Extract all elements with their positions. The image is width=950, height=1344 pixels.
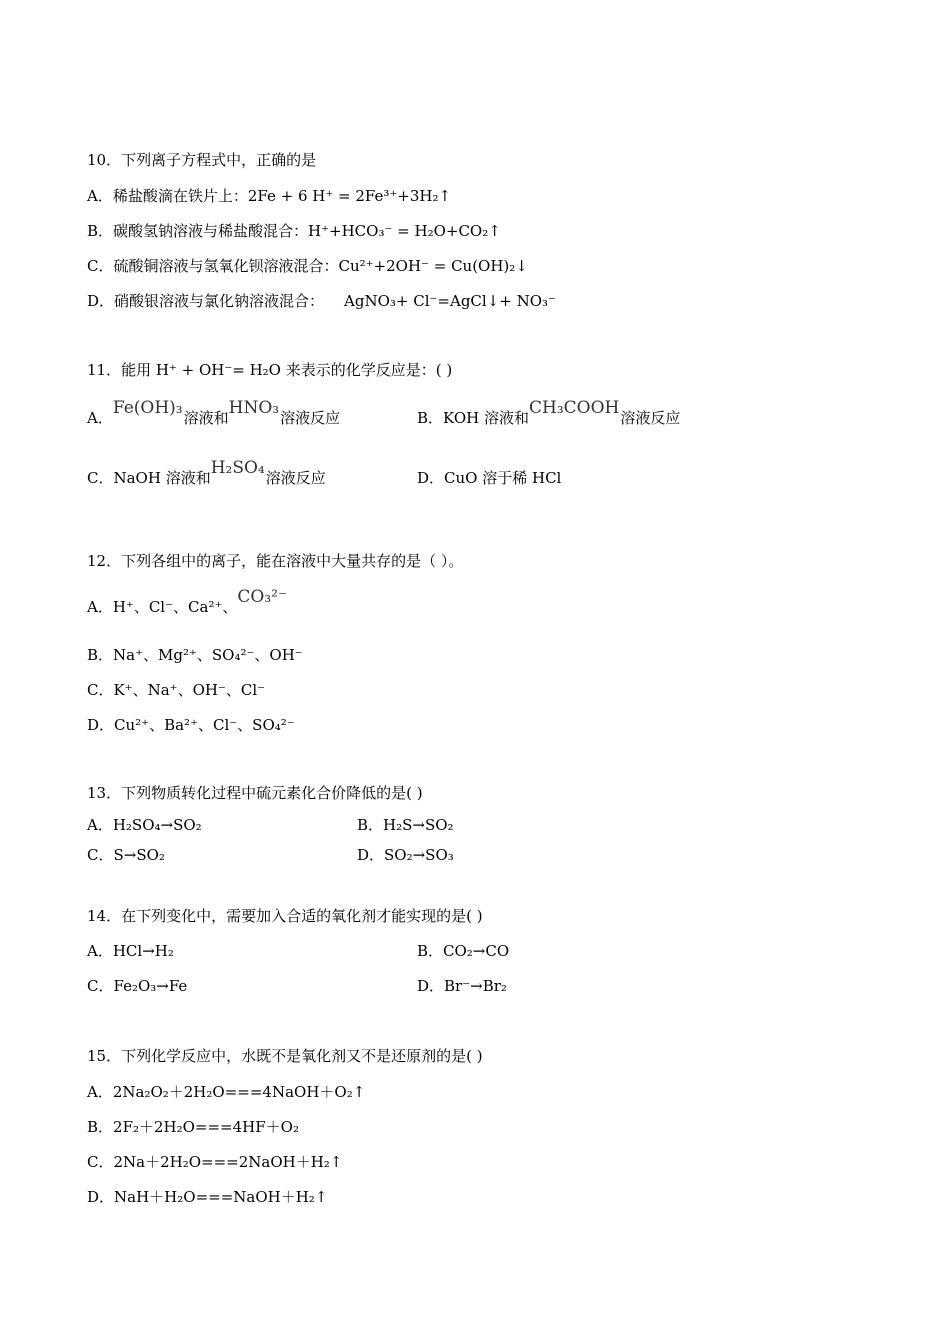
q11-option-c — [87, 458, 326, 488]
q13-option-b: B．H₂S→SO₂ — [357, 816, 454, 834]
q15-option-b: B．2F₂＋2H₂O===4HF＋O₂ — [87, 1118, 299, 1136]
q11-option-a-formula2: HNO₃ — [228, 398, 280, 418]
q14-option-d: D．Br⁻→Br₂ — [417, 977, 507, 995]
q11-stem: 11．能用 H⁺ + OH⁻= H₂O 来表示的化学反应是：( ) — [87, 361, 453, 379]
q13-option-a: A．H₂SO₄→SO₂ — [87, 816, 202, 834]
q11-option-a — [87, 398, 341, 428]
q11-option-b-formula: CH₃COOH — [528, 398, 620, 418]
q14-option-b: B．CO₂→CO — [417, 942, 510, 960]
q11-option-b-label: B．KOH 溶液和 — [417, 409, 529, 427]
q12-option-a-formula: CO₃²⁻ — [237, 587, 287, 607]
q15-stem: 15．下列化学反应中，水既不是氧化剂又不是还原剂的是( ) — [87, 1047, 483, 1065]
q10-option-b-equation: H⁺+HCO₃⁻ = H₂O+CO₂↑ — [308, 222, 501, 240]
q10-option-a — [87, 186, 451, 206]
q11-option-a-label: A． — [87, 409, 113, 427]
q13-option-d: D．SO₂→SO₃ — [357, 846, 454, 864]
q10-option-c-text: C．硫酸铜溶液与氢氧化钡溶液混合： — [87, 257, 339, 275]
q11-option-a-text: 溶液和 — [183, 409, 229, 427]
q10-option-c — [87, 256, 528, 276]
q10-option-a-equation: 2Fe + 6 H⁺ = 2Fe³⁺+3H₂↑ — [247, 187, 452, 205]
q11-option-c-formula: H₂SO₄ — [210, 458, 265, 478]
q10-option-d-equation: AgNO₃+ Cl⁻=AgCl↓+ NO₃⁻ — [344, 292, 556, 310]
q10-option-b — [87, 221, 501, 241]
q12-option-d: D．Cu²⁺、Ba²⁺、Cl⁻、SO₄²⁻ — [87, 716, 295, 734]
q12-stem: 12．下列各组中的离子，能在溶液中大量共存的是（ ）。 — [87, 552, 464, 570]
q13-option-c: C．S→SO₂ — [87, 846, 165, 864]
q14-stem: 14．在下列变化中，需要加入合适的氧化剂才能实现的是( ) — [87, 907, 483, 925]
q12-option-a-text: A．H⁺、Cl⁻、Ca²⁺、 — [87, 598, 238, 616]
q10-option-b-text: B．碳酸氢钠溶液与稀盐酸混合： — [87, 222, 309, 240]
q12-option-b: B．Na⁺、Mg²⁺、SO₄²⁻、OH⁻ — [87, 646, 303, 664]
q11-option-c-text: 溶液反应 — [265, 469, 326, 487]
q11-option-b-text: 溶液反应 — [620, 409, 681, 427]
q10-option-c-equation: Cu²⁺+2OH⁻ = Cu(OH)₂↓ — [338, 257, 528, 275]
q11-option-b — [417, 398, 681, 428]
q11-option-a-text2: 溶液反应 — [280, 409, 341, 427]
q15-option-c: C．2Na＋2H₂O===2NaOH＋H₂↑ — [87, 1153, 343, 1171]
q10-stem: 10．下列离子方程式中，正确的是 — [87, 151, 317, 169]
q10-option-d-text: D．硝酸银溶液与氯化钠溶液混合： — [87, 292, 325, 310]
q13-stem: 13．下列物质转化过程中硫元素化合价降低的是( ) — [87, 784, 423, 802]
q14-option-a: A．HCl→H₂ — [87, 942, 174, 960]
q11-option-d: D．CuO 溶于稀 HCl — [417, 469, 562, 487]
q10-option-d — [87, 291, 556, 311]
q11-option-a-formula: Fe(OH)₃ — [112, 398, 183, 418]
q15-option-d: D．NaH＋H₂O===NaOH＋H₂↑ — [87, 1188, 328, 1206]
q10-option-a-text: A．稀盐酸滴在铁片上： — [87, 187, 248, 205]
q15-option-a: A．2Na₂O₂＋2H₂O===4NaOH＋O₂↑ — [87, 1083, 366, 1101]
q12-option-c: C．K⁺、Na⁺、OH⁻、Cl⁻ — [87, 681, 266, 699]
q11-option-c-label: C．NaOH 溶液和 — [87, 469, 211, 487]
q14-option-c: C．Fe₂O₃→Fe — [87, 977, 188, 995]
q12-option-a — [87, 587, 288, 617]
